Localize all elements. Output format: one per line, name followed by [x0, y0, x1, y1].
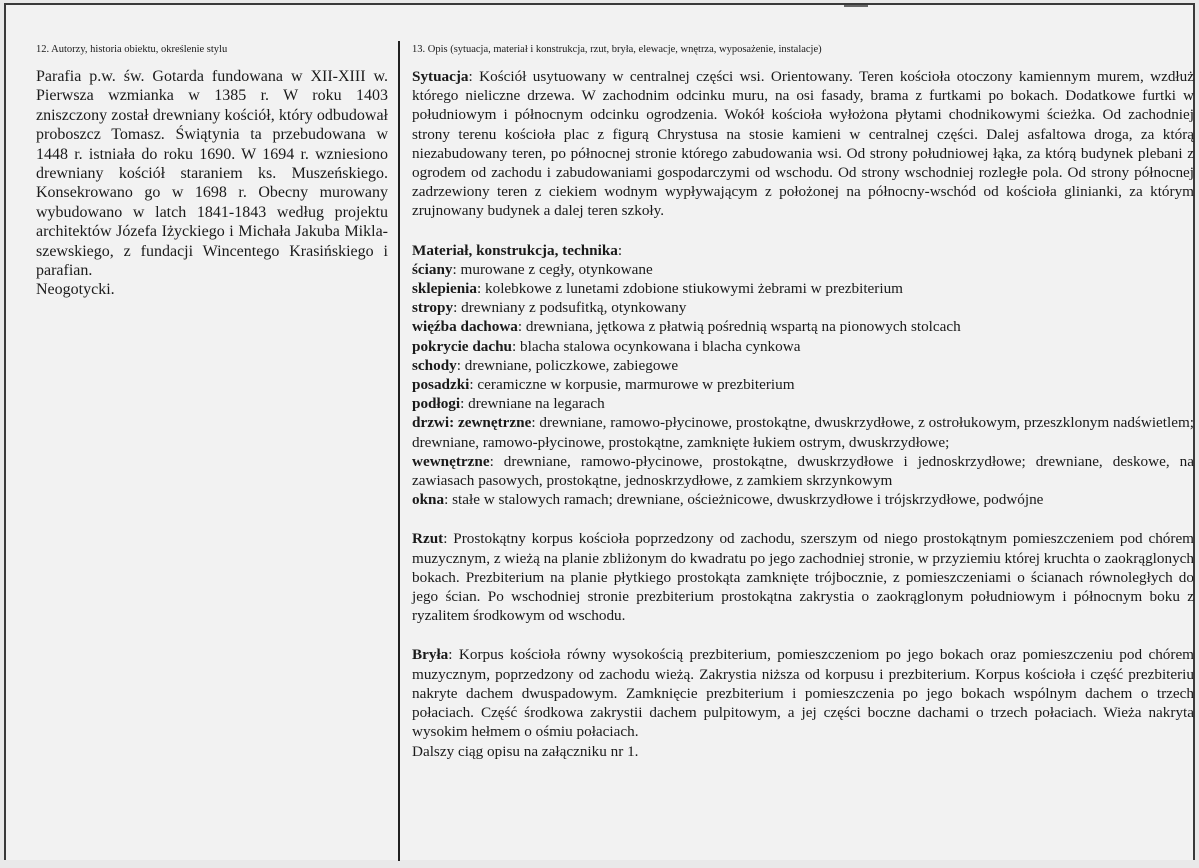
rzut-text: : Prostokątny korpus kościoła poprzedzony od zachodu, szerszym od niego prostokątnym pomieszczeniem pod chórem muzycznym, z wieżą na planie zbliżonym do kwadratu po jego zachodniej stronie, w przyziemiu której kruchta o zaokrąglonych bokach. Prezbiterium na planie płytkiego prostokąta zamknięte trójbocznie, z pomieszczeniami o ścianach równoległych do jego ścian. Po wschodniej stronie prezbiterium prostokątna zakrystia o zaokrąglonym południowym i północnym boku z ryzalitem środkowym od wschodu.	[412, 530, 1194, 625]
material-label-suffix: :	[617, 241, 623, 259]
material-item	[412, 260, 1194, 279]
wewnetrzne-label: wewnętrzne	[412, 452, 490, 470]
material-item-text: : murowane z cegły, otynkowane	[452, 260, 653, 278]
material-item	[412, 317, 1194, 336]
bryla-label: Bryła	[412, 646, 449, 664]
material-item-label: schody	[412, 356, 457, 374]
material-item-label: pokrycie dachu	[412, 337, 512, 355]
section-13-header: 13. Opis (sytuacja, materiał i konstrukcja, rzut, bryła, elewacje, wnętrza, wyposażenie, instalacje)	[412, 44, 822, 55]
bryla-paragraph	[412, 645, 1194, 741]
bryla-text: : Korpus kościoła równy wysokością prezbiterium, pomieszczeniom po jego bokach oraz pomieszczeniu pod chórem muzycznym, poprzedzony od zachodu wieżą. Zakrystia niższa od korpusu i prezbiterium. Korpus kościoła i część prezbiteriu nakryte dachem dwuspadowym. Zamknięcie prezbiterium i pomieszczenia po jego bokach wspólnym dachem o trzech połaciach. Część środkowa zakrystii dachem pulpitowym, a jej części boczne dachami o trzech połaciach. Wieża nakryta wysokim hełmem o ośmiu połaciach.	[412, 646, 1194, 741]
column-divider	[398, 41, 400, 861]
material-item-text: : drewniana, jętkowa z płatwią pośrednią wspartą na pionowych stolcach	[517, 318, 961, 336]
material-item	[412, 394, 1194, 413]
drzwi-item	[412, 413, 1194, 451]
material-item	[412, 375, 1194, 394]
bryla-section	[412, 645, 1194, 760]
rzut-label: Rzut	[412, 530, 444, 548]
sytuacja-paragraph	[412, 67, 1194, 221]
wewnetrzne-item	[412, 452, 1194, 490]
left-column	[36, 43, 388, 300]
material-item	[412, 279, 1194, 298]
material-item-label: sklepienia	[412, 280, 477, 298]
document-sheet	[4, 3, 1195, 860]
material-label: Materiał, konstrukcja, technika	[412, 241, 618, 259]
continuation-note: Dalszy ciąg opisu na załączniku nr 1.	[412, 742, 639, 760]
material-item-text: : drewniany z podsufitką, otynkowany	[453, 299, 687, 317]
rzut-section	[412, 529, 1194, 625]
right-column	[412, 43, 1194, 781]
style-paragraph: Neogotycki.	[36, 281, 115, 299]
material-item-label: więźba dachowa	[412, 318, 518, 336]
material-heading	[412, 241, 1194, 260]
material-section	[412, 241, 1194, 510]
material-item-text: : blacha stalowa ocynkowana i blacha cynkowa	[512, 337, 801, 355]
material-item	[412, 356, 1194, 375]
rzut-paragraph	[412, 529, 1194, 625]
material-item-label: podłogi	[412, 395, 461, 413]
material-item-text: : ceramiczne w korpusie, marmurowe w prezbiterium	[469, 376, 795, 394]
material-item-label: ściany	[412, 260, 453, 278]
drzwi-text: : drewniane, ramowo-płycinowe, prostokątne, dwuskrzydłowe, z ostrołukowym, przeszklonym nadświetlem; drewniane, ramowo-płycinowe, prostokątne, zamknięte łukiem ostrym, dwuskrzydłowe;	[412, 414, 1194, 451]
wewnetrzne-text: : drewniane, ramowo-płycinowe, prostokątne, dwuskrzydłowe i jednoskrzydłowe; drewniane, deskowe, na zawiasach pasowych, prostokątne, jednoskrzydłowe, z zamkiem skrzynkowym	[412, 452, 1194, 490]
material-item-text: : drewniane na legarach	[460, 395, 605, 413]
description-text	[412, 67, 1194, 761]
material-item	[412, 298, 1194, 317]
history-text	[36, 67, 388, 300]
history-paragraph: Parafia p.w. św. Gotarda fundowana w XII-XIII w. Pierwsza wzmianka w 1385 r. W roku 1403 zniszczony został drewniany kościół, który odbudował proboszcz Tomasz. Świątynia ta przebudowana w 1448 r. istniała do roku 1690. W 1694 r. wzniesiono drewniany kościół staraniem ks. Muszeńskiego. Konsekrowano go w 1698 r. Obecny murowany wybudowano w latch 1841-1843 według projektu architektów Józefa Iżyckiego i Michała Jakuba Mikla-szewskiego, z fundacji Wincentego Krasińskiego i parafian.	[36, 68, 388, 280]
sytuacja-section	[412, 67, 1194, 221]
sytuacja-text: : Kościół usytuowany w centralnej części wsi. Orientowany. Teren kościoła otoczony kamiennym murem, wzdłuż którego nieliczne drzewa. W zachodnim odcinku muru, na osi fasady, brama z furtkami po bokach. Dodatkowe furtki w południowym i północnym odcinku ogrodzenia. Wokół kościoła wyłożona płytami chodnikowymi ścieżka. Od zachodniej strony terenu kościoła plac z figurą Chrystusa na stosie kamieni w centralnej części. Dalej asfaltowa droga, za którą niezabudowany teren, po północnej stronie którego zabudowania wsi. Od strony południowej łąka, za którą budynek plebani z ogrodem od zachodu i zabudowaniami gospodarczymi od wschodu. Od strony wschodniej rozległe pola. Od strony północnej zadrzewiony teren z ciekiem wodnym wypływającym z położonej na północny-wschód od kościoła glinianki, za którym zrujnowany budynek a dalej teren szkoły.	[412, 68, 1194, 220]
scan-mark	[844, 5, 868, 7]
sytuacja-label: Sytuacja	[412, 68, 469, 85]
material-item-label: stropy	[412, 299, 454, 317]
material-item-text: : drewniane, policzkowe, zabiegowe	[456, 356, 679, 374]
material-item-label: posadzki	[412, 376, 470, 394]
okna-label: okna	[412, 491, 445, 509]
material-item-text: : kolebkowe z lunetami zdobione stiukowymi żebrami w prezbiterium	[477, 280, 903, 298]
okna-item	[412, 490, 1194, 509]
okna-text: : stałe w stalowych ramach; drewniane, ościeżnicowe, dwuskrzydłowe i trójskrzydłowe, podwójne	[444, 491, 1044, 509]
drzwi-label: drzwi: zewnętrzne	[412, 414, 532, 432]
section-12-header: 12. Autorzy, historia obiektu, określenie stylu	[36, 44, 228, 55]
material-item	[412, 337, 1194, 356]
